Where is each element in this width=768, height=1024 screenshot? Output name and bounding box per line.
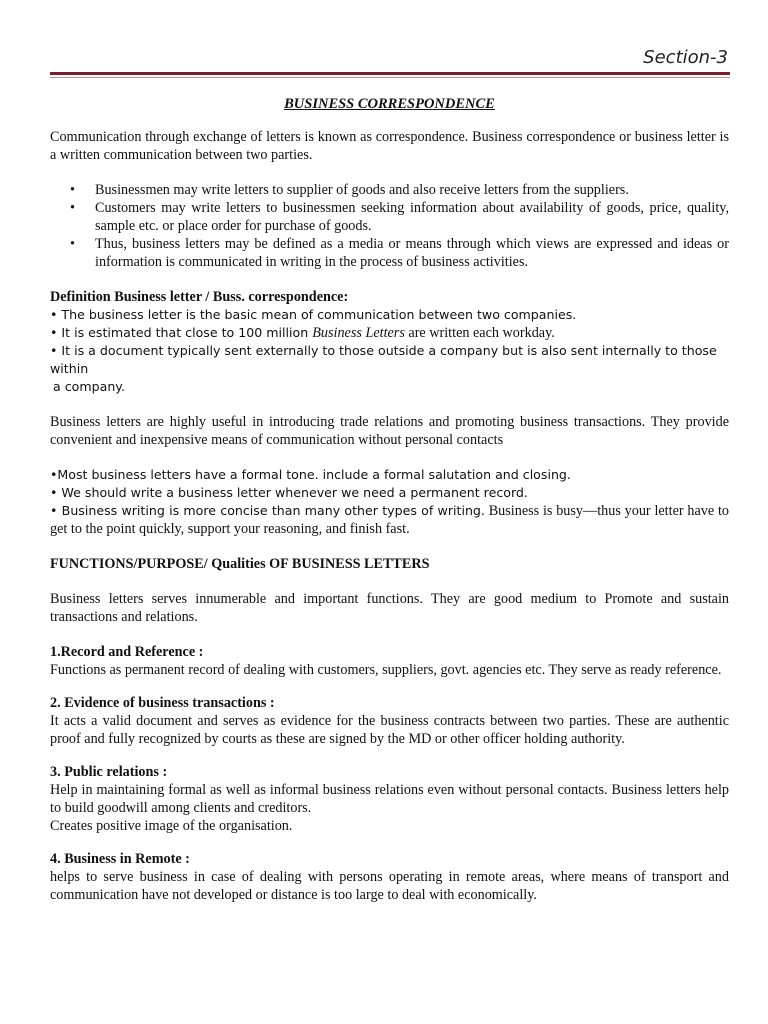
functions-intro: Business letters serves innumerable and important functions. They are good medium to Promote and sustain transactions and relations. — [50, 591, 729, 625]
tip-line-sans: • Business writing is more concise than many other types of writing. — [50, 503, 485, 518]
function-item — [50, 694, 729, 748]
functions-heading: FUNCTIONS/PURPOSE/ Qualities OF BUSINESS LETTERS — [50, 556, 430, 572]
list-item: • Thus, business letters may be defined as a media or means through which views are expressed and ideas or information is communicated in writing in the process of business activities. — [50, 235, 729, 271]
section-label: Section-3 — [643, 47, 728, 68]
list-item: • Customers may write letters to businessmen seeking information about availability of goods, price, quality, sample etc. or place order for purchase of goods. — [50, 199, 729, 235]
function-text: Creates positive image of the organisation. — [50, 818, 293, 834]
tip-line — [50, 502, 729, 538]
tip-line: • We should write a business letter whenever we need a permanent record. — [50, 485, 528, 500]
function-heading: 4. Business in Remote : — [50, 851, 190, 867]
page-title: BUSINESS CORRESPONDENCE — [284, 96, 495, 112]
function-item — [50, 763, 729, 835]
document-body — [50, 95, 729, 919]
function-text: Functions as permanent record of dealing with customers, suppliers, govt. agencies etc. They serve as ready reference. — [50, 662, 722, 678]
function-heading: 2. Evidence of business transactions : — [50, 695, 275, 711]
function-item — [50, 850, 729, 904]
definition-section — [50, 288, 729, 396]
definition-line-start: • It is estimated that close to 100 million — [50, 325, 313, 340]
definition-heading: Definition Business letter / Buss. correspondence: — [50, 289, 349, 305]
usefulness-paragraph: Business letters are highly useful in introducing trade relations and promoting business transactions. They provide convenient and inexpensive means of communication without personal contacts — [50, 414, 729, 448]
definition-emphasis: Business Letters — [312, 325, 405, 341]
function-text: Help in maintaining formal as well as informal business relations even without personal contacts. Business letters help to build goodwill among clients and creditors. — [50, 782, 729, 816]
definition-line-end: are written each workday. — [404, 325, 555, 341]
function-heading: 3. Public relations : — [50, 764, 168, 780]
tip-line-serif: Business is busy—thus your letter have to get to the point quickly, support your reasoning, and finish fast. — [50, 503, 729, 537]
function-text: helps to serve business in case of dealing with persons operating in remote areas, where means of transport and communication have not developed or distance is too large to deal with economically. — [50, 869, 729, 903]
definition-line — [50, 324, 729, 342]
tips-section — [50, 466, 729, 538]
header-rule — [50, 72, 730, 75]
tip-line: •Most business letters have a formal tone. include a formal salutation and closing. — [50, 467, 571, 482]
list-item: • Businessmen may write letters to supplier of goods and also receive letters from the suppliers. — [50, 181, 729, 199]
header-rule-thin — [50, 77, 730, 78]
definition-line: a company. — [53, 379, 125, 394]
function-text: It acts a valid document and serves as evidence for the business contracts between two parties. These are authentic proof and fully recognized by courts as these are signed by the MD or other officer holding authority. — [50, 713, 729, 747]
function-item — [50, 643, 729, 679]
bullet-list — [50, 181, 729, 271]
function-heading: 1.Record and Reference : — [50, 644, 204, 660]
intro-paragraph: Communication through exchange of letters is known as correspondence. Business correspondence or business letter is a written communication between two parties. — [50, 129, 729, 163]
definition-line: • The business letter is the basic mean of communication between two companies. — [50, 307, 577, 322]
definition-line: • It is a document typically sent externally to those outside a company but is also sent internally to those within — [50, 343, 717, 376]
